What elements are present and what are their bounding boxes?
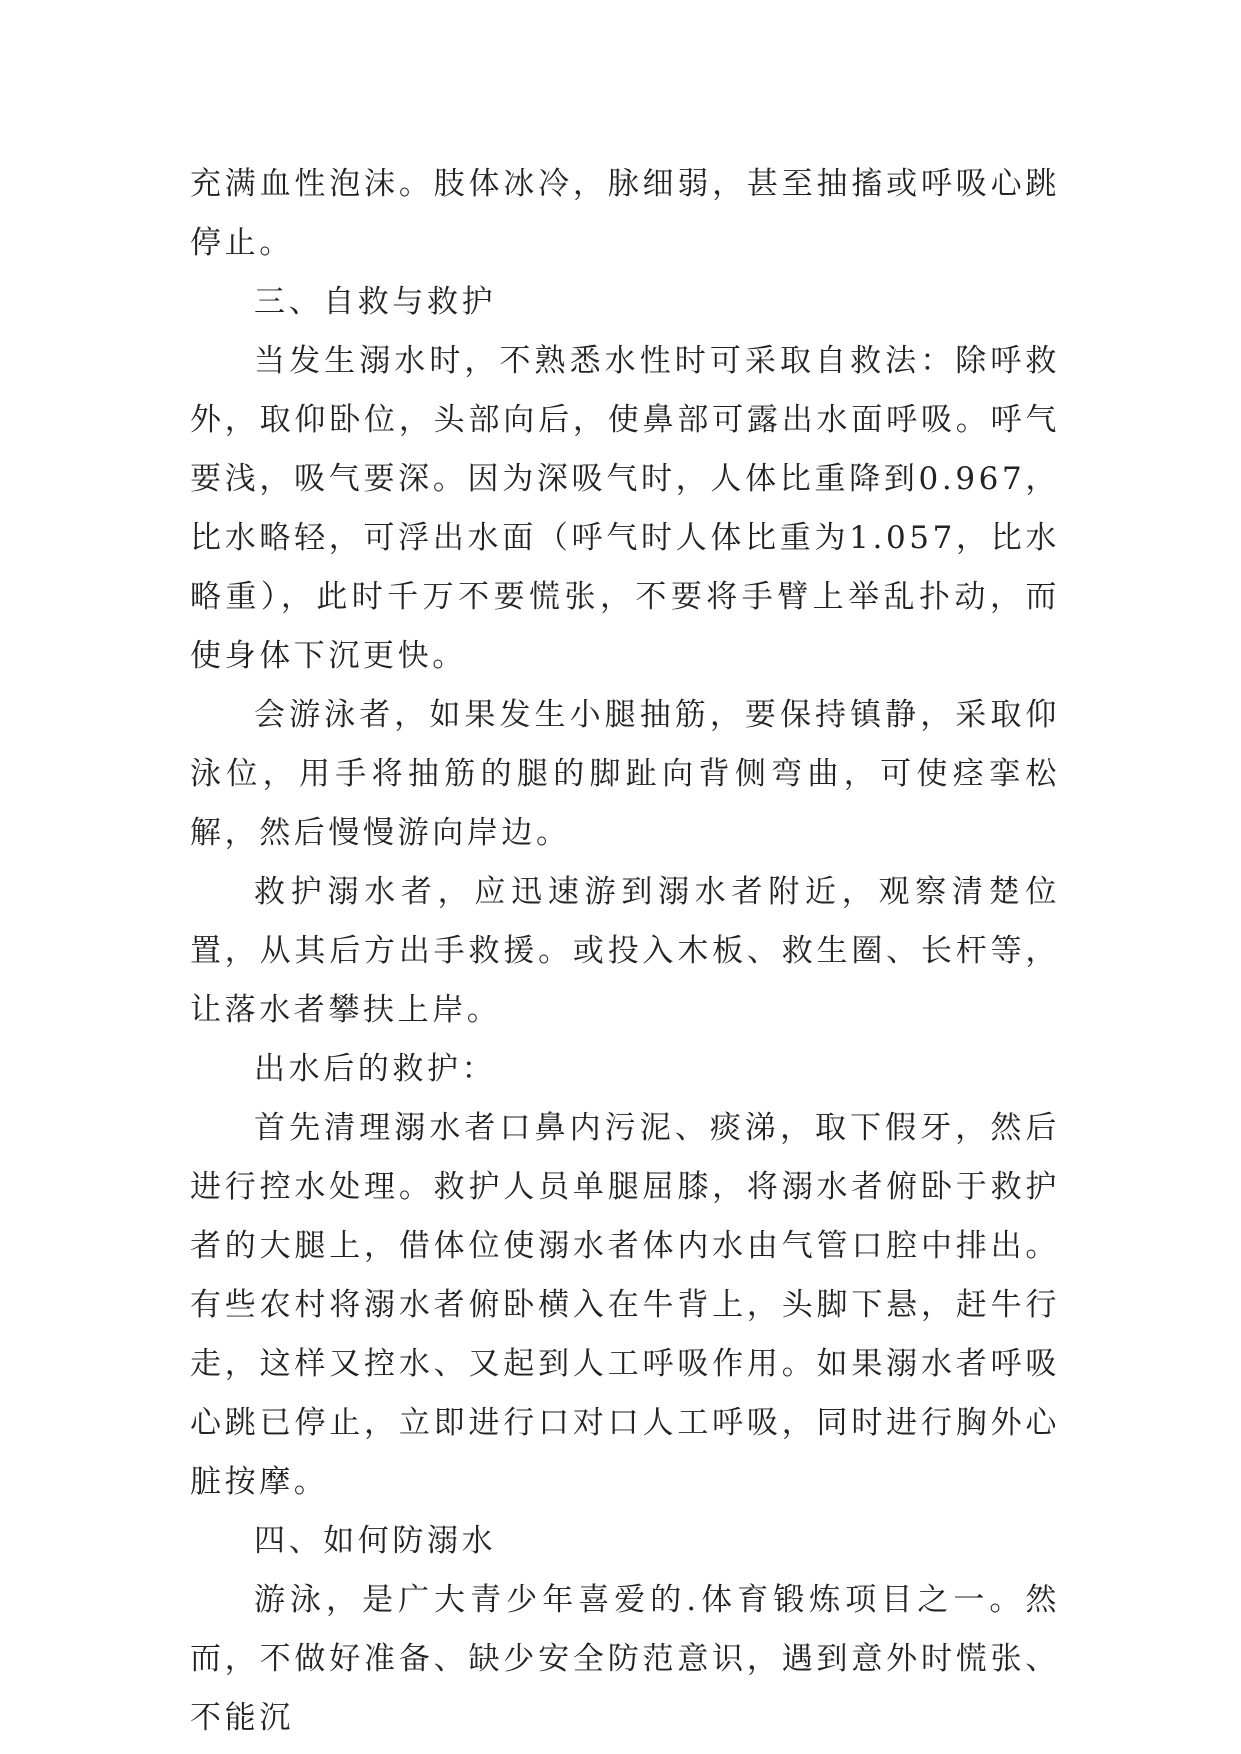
section-heading-prevention: 四、如何防溺水: [254, 1523, 497, 1559]
paragraph-rescue-drowning: 救护溺水者，应迅速游到溺水者附近，观察清楚位置，从其后方出手救援。或投入木板、救生圈、长杆等，让落水者攀扶上岸。: [190, 874, 1060, 1028]
document-body: [190, 155, 1060, 1748]
paragraph-prevention: 游泳，是广大青少年喜爱的.体育锻炼项目之一。然而，不做好准备、缺少安全防范意识，遇到意外时慌张、不能沉: [190, 1582, 1060, 1736]
paragraph-after-rescue-steps: 首先清理溺水者口鼻内污泥、痰涕，取下假牙，然后进行控水处理。救护人员单腿屈膝，将溺水者俯卧于救护者的大腿上，借体位使溺水者体内水由气管口腔中排出。有些农村将溺水者俯卧横入在牛背上，头脚下悬，赶牛行走，这样又控水、又起到人工呼吸作用。如果溺水者呼吸心跳已停止，立即进行口对口人工呼吸，同时进行胸外心脏按摩。: [190, 1110, 1060, 1500]
paragraph-after-rescue-label: 出水后的救护：: [254, 1051, 497, 1087]
paragraph-self-rescue-method: 当发生溺水时，不熟悉水性时可采取自救法：除呼救外，取仰卧位，头部向后，使鼻部可露出水面呼吸。呼气要浅，吸气要深。因为深吸气时，人体比重降到0.967，比水略轻，可浮出水面（呼气时人体比重为1.057，比水略重），此时千万不要慌张，不要将手臂上举乱扑动，而使身体下沉更快。: [190, 343, 1060, 674]
paragraph-continuation: 充满血性泡沫。肢体冰冷，脉细弱，甚至抽搐或呼吸心跳停止。: [190, 166, 1060, 261]
paragraph-leg-cramp: 会游泳者，如果发生小腿抽筋，要保持镇静，采取仰泳位，用手将抽筋的腿的脚趾向背侧弯曲，可使痉挛松解，然后慢慢游向岸边。: [190, 697, 1060, 851]
section-heading-self-rescue: 三、自救与救护: [254, 284, 497, 320]
